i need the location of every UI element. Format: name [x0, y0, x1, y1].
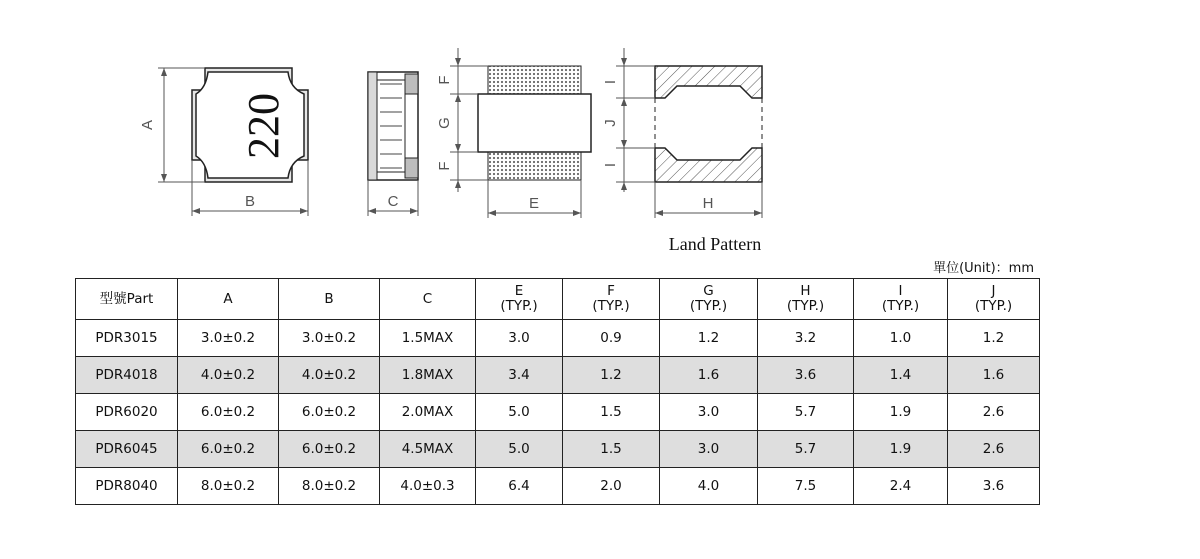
table-row	[76, 320, 1040, 357]
part-number-cell: PDR3015	[76, 320, 178, 357]
table-cell: 6.0±0.2	[279, 431, 380, 468]
column-header-label: J	[991, 283, 996, 299]
column-header	[76, 279, 178, 320]
dim-label-c: C	[387, 193, 399, 210]
table-cell: 7.5	[758, 468, 854, 505]
table-cell: 6.4	[476, 468, 563, 505]
column-header	[563, 279, 660, 320]
table-cell: 1.8MAX	[380, 357, 476, 394]
dim-label-a: A	[139, 119, 156, 131]
table-cell: 6.0±0.2	[279, 394, 380, 431]
table-cell: 2.0	[563, 468, 660, 505]
column-header-label: A	[223, 290, 233, 307]
part-number-cell: PDR8040	[76, 468, 178, 505]
part-number-cell: PDR4018	[76, 357, 178, 394]
column-header-label: H	[800, 283, 811, 299]
table-cell: 3.0±0.2	[279, 320, 380, 357]
table-cell: 3.4	[476, 357, 563, 394]
part-marking-text: 220	[239, 93, 289, 159]
dim-label-g: G	[436, 117, 453, 129]
table-cell: 4.0±0.2	[279, 357, 380, 394]
table-cell: 2.6	[948, 431, 1040, 468]
table-row	[76, 431, 1040, 468]
table-cell: 6.0±0.2	[178, 431, 279, 468]
table-cell: 3.0	[660, 431, 758, 468]
column-header	[948, 279, 1040, 320]
dim-label-j: J	[602, 119, 619, 127]
table-cell: 3.6	[948, 468, 1040, 505]
spec-table	[75, 278, 1040, 505]
table-cell: 3.0±0.2	[178, 320, 279, 357]
column-header-sublabel: (TYP.)	[974, 298, 1013, 314]
column-header-sublabel: (TYP.)	[592, 298, 630, 314]
table-cell: 1.6	[660, 357, 758, 394]
table-cell: 1.5MAX	[380, 320, 476, 357]
table-cell: 4.5MAX	[380, 431, 476, 468]
table-cell: 1.4	[854, 357, 948, 394]
column-header	[178, 279, 279, 320]
table-cell: 1.2	[563, 357, 660, 394]
column-header	[476, 279, 563, 320]
table-cell: 3.6	[758, 357, 854, 394]
dim-label-i-bottom: I	[602, 162, 619, 168]
table-cell: 5.7	[758, 394, 854, 431]
table-cell: 3.0	[660, 394, 758, 431]
table-cell: 1.5	[563, 431, 660, 468]
table-cell: 1.9	[854, 394, 948, 431]
column-header-label: B	[324, 290, 334, 307]
table-cell: 6.0±0.2	[178, 394, 279, 431]
column-header-sublabel: (TYP.)	[689, 298, 728, 314]
table-cell: 1.2	[660, 320, 758, 357]
table-cell: 8.0±0.2	[178, 468, 279, 505]
table-cell: 0.9	[563, 320, 660, 357]
dim-label-f-top: F	[436, 75, 453, 85]
column-header	[660, 279, 758, 320]
table-cell: 5.0	[476, 431, 563, 468]
part-number-cell: PDR6045	[76, 431, 178, 468]
top-view	[139, 68, 308, 216]
table-cell: 2.0MAX	[380, 394, 476, 431]
land-pattern-caption: Land Pattern	[668, 234, 762, 254]
column-header	[854, 279, 948, 320]
dimension-drawings	[0, 0, 1200, 240]
table-cell: 2.4	[854, 468, 948, 505]
table-row	[76, 468, 1040, 505]
bottom-view	[436, 48, 591, 218]
table-cell: 1.0	[854, 320, 948, 357]
table-cell: 5.7	[758, 431, 854, 468]
dim-label-b: B	[244, 193, 256, 210]
unit-note: 單位(Unit)：mm	[933, 261, 1034, 276]
column-header-label: I	[898, 283, 903, 299]
column-header-label: E	[514, 283, 524, 299]
dim-label-f-bottom: F	[436, 161, 453, 171]
table-cell: 8.0±0.2	[279, 468, 380, 505]
column-header-label: F	[607, 283, 615, 299]
dim-label-h: H	[702, 195, 714, 212]
table-cell: 4.0	[660, 468, 758, 505]
table-header-row	[76, 279, 1040, 320]
column-header-label: C	[422, 290, 433, 307]
dim-label-e: E	[528, 195, 540, 212]
table-cell: 3.0	[476, 320, 563, 357]
table-cell: 1.9	[854, 431, 948, 468]
column-header-label: G	[703, 283, 714, 299]
column-header-sublabel: (TYP.)	[881, 298, 920, 314]
table-cell: 4.0±0.3	[380, 468, 476, 505]
column-header	[758, 279, 854, 320]
column-header-label: 型號Part	[99, 290, 154, 307]
column-header	[380, 279, 476, 320]
table-cell: 1.2	[948, 320, 1040, 357]
part-number-cell: PDR6020	[76, 394, 178, 431]
table-cell: 1.5	[563, 394, 660, 431]
table-row	[76, 394, 1040, 431]
column-header-sublabel: (TYP.)	[786, 298, 825, 314]
table-cell: 4.0±0.2	[178, 357, 279, 394]
table-row	[76, 357, 1040, 394]
column-header	[279, 279, 380, 320]
column-header-sublabel: (TYP.)	[500, 298, 538, 314]
dim-label-i-top: I	[602, 79, 619, 85]
table-cell: 5.0	[476, 394, 563, 431]
table-cell: 3.2	[758, 320, 854, 357]
table-cell: 2.6	[948, 394, 1040, 431]
side-view	[368, 72, 418, 216]
land-pattern-drawing	[602, 48, 762, 218]
table-cell: 1.6	[948, 357, 1040, 394]
